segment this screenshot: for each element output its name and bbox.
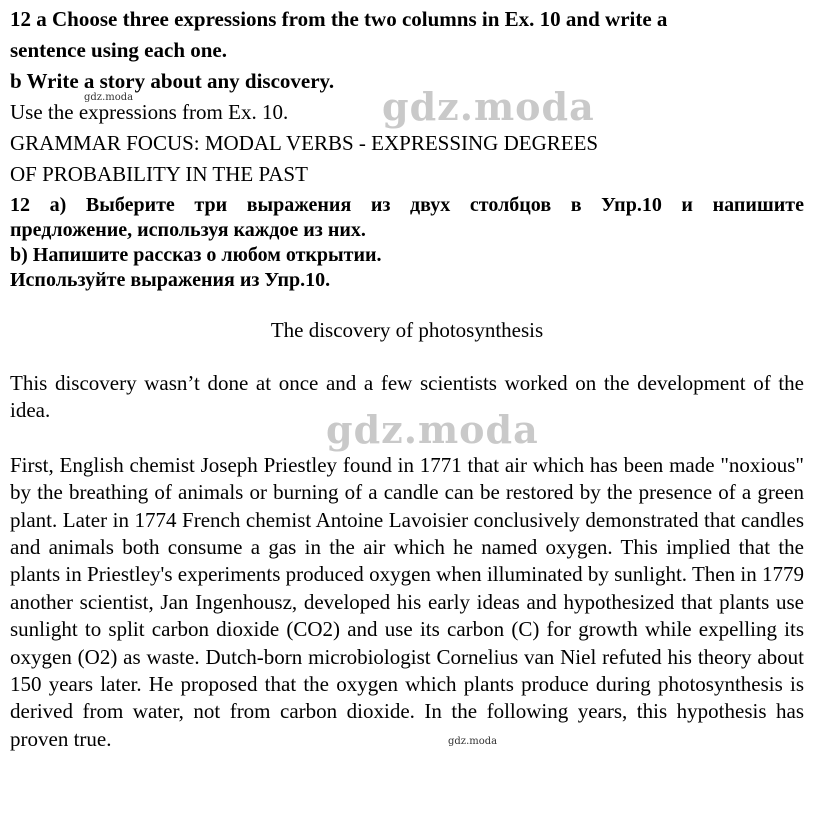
watermark-top: gdz.moda <box>382 84 595 129</box>
task-ru-line-3: b) Напишите рассказ о любом открытии. <box>10 244 382 266</box>
task-ru-block <box>10 193 804 293</box>
grammar-focus-line-1: GRAMMAR FOCUS: MODAL VERBS - EXPRESSING DEGREES <box>10 131 599 155</box>
task-en-line-1: 12 a Choose three expressions from the two columns in Ex. 10 and write a <box>10 7 668 31</box>
task-ru-line-2: предложение, используя каждое из них. <box>10 219 366 241</box>
watermark-small-bottom: gdz.moda <box>448 736 498 747</box>
task-ru-line-4: Используйте выражения из Упр.10. <box>10 269 331 291</box>
story-paragraph-2: First, English chemist Joseph Priestley found in 1771 that air which has been made "noxious" by the breathing of animals or burning of a candle can be restored by the presence of a green plant. Later in 1774 French chemist Antoine Lavoisier conclusively demonstrated that candles and animals both consume a gas in the air which he named oxygen. This implied that the plants in Priestley's experiments produced oxygen when illuminated by sunlight. Then in 1779 another scientist, Jan Ingenhousz, developed his early ideas and hypothesized that plants use sunlight to split carbon dioxide (CO2) and use its carbon (C) for growth while expelling its oxygen (O2) as waste. Dutch-born microbiologist Cornelius van Niel refuted his theory about 150 years later. He proposed that the oxygen which plants produce during photosynthesis is derived from water, not from carbon dioxide. In the following years, this hypothesis has proven true. <box>10 452 804 751</box>
watermark-middle: gdz.moda <box>326 407 539 452</box>
task-ru-line-1: 12 а) Выберите три выражения из двух столбцов в Упр.10 и напишите <box>10 194 804 216</box>
task-en-line-4: Use the expressions from Ex. 10. <box>10 100 289 124</box>
task-en-line-3: b Write a story about any discovery. <box>10 69 335 93</box>
grammar-focus-line-2: OF PROBABILITY IN THE PAST <box>10 162 308 186</box>
document-page <box>10 4 804 753</box>
story-title: The discovery of photosynthesis <box>270 318 544 342</box>
task-en-line-2: sentence using each one. <box>10 38 227 62</box>
story-paragraph-1: This discovery wasn’t done at once and a few scientists worked on the development of the idea. <box>10 371 804 423</box>
watermark-small-top: gdz.moda <box>84 92 134 103</box>
